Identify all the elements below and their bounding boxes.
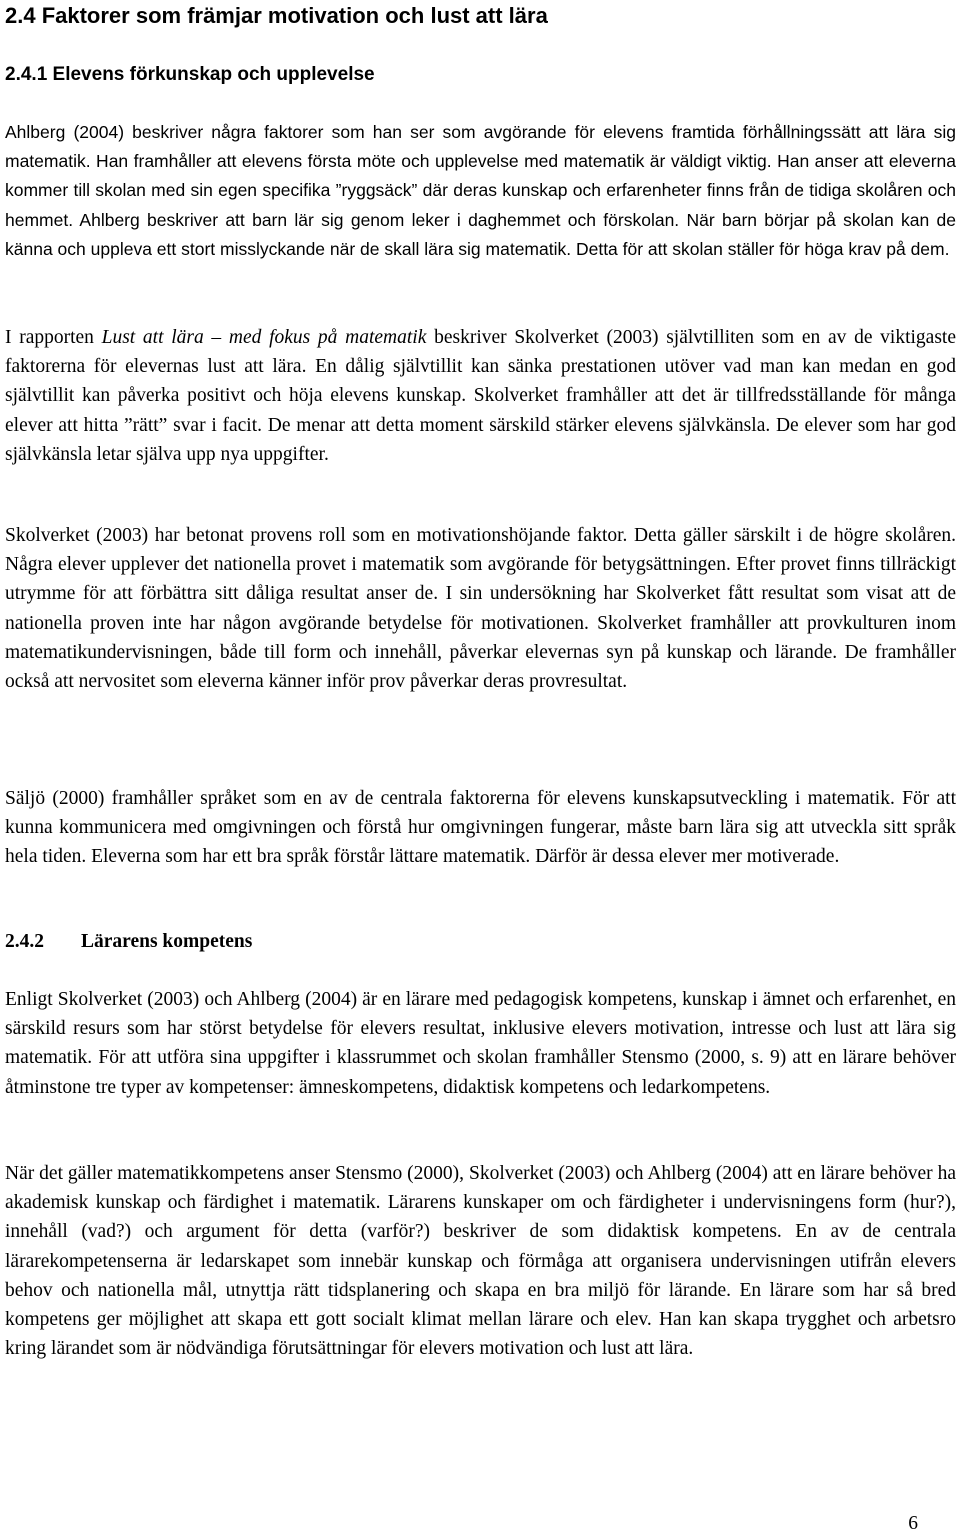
paragraph-math-competence	[5, 1159, 956, 1363]
report-title: Lust att lära – med fokus på matematik	[101, 327, 427, 348]
paragraph-text: beskriver Skolverket (2003) självtilliten som en av de viktigaste faktorerna för elevernas lust att lära. En dålig självtillit kan sänka prestationen utöver vad man kan medan en god självtillit kan påverka positivt och höja elevens kunskap. Skolverket framhåller att det är tillfredsställande för många elever att hitta ”rätt” svar i facit. De menar att detta moment särskild stärker elevens självkänsla. De elever som har god självkänsla letar själva upp nya uppgifter.	[5, 327, 957, 465]
subsection-heading-teacher	[5, 928, 252, 956]
paragraph-teacher-competence	[5, 985, 956, 1102]
subsection-heading: 2.4.1 Elevens förkunskap och upplevelse	[5, 64, 375, 85]
paragraph-text: Enligt Skolverket (2003) och Ahlberg (2004) är en lärare med pedagogisk kompetens, kunskap i ämnet och erfarenhet, en särskild resurs som har störst betydelse för elevers resultat, inklusive elevers motivation, intresse och lust att lära sig matematik. För att utföra sina uppgifter i klassrummet och skolan framhåller Stensmo (2000, s. 9) att en lärare behöver åtminstone tre typer av kompetenser: ämneskompetens, didaktisk kompetens och ledarkompetens.	[5, 989, 956, 1098]
paragraph-skolverket-self-confidence	[5, 323, 956, 469]
paragraph-text: Säljö (2000) framhåller språket som en av de centrala faktorerna för elevens kunskapsutveckling i matematik. För att kunna kommunicera med omgivningen och förstå hur omgivningen fungerar, måste barn lära sig att utveckla sitt språk hela tiden. Eleverna som har ett bra språk förstår lättare matematik. Därför är dessa elever mer motiverade.	[5, 788, 956, 868]
paragraph-text: Ahlberg (2004) beskriver några faktorer som han ser som avgörande för elevens framtida förhållningssätt att lära sig matematik. Han framhåller att elevens första möte och upplevelse med matematik är väldigt viktig. Han anser att eleverna kommer till skolan med sin egen specifika ”ryggsäck” där deras kunskap och erfarenheter finns från de tidiga skolåren och hemmet. Ahlberg beskriver att barn lär sig genom leker i daghemmet och förskolan. När barn börjar på skolan kan de känna och uppleva ett stort misslyckande när de skall lära sig matematik. Detta för att skolan ställer för höga krav på dem.	[5, 122, 956, 259]
section-heading: 2.4 Faktorer som främjar motivation och lust att lära	[5, 3, 548, 28]
paragraph-lead: I rapporten	[5, 327, 102, 348]
paragraph-text: När det gäller matematikkompetens anser Stensmo (2000), Skolverket (2003) och Ahlberg (2004) att en lärare behöver ha akademisk kunskap och färdighet i matematik. Lärarens kunskaper om och färdigheter i undervisningens form (hur?), innehåll (vad?) och argument för detta (varför?) beskriver de som didaktisk kompetens. En av de centrala lärarekompetenserna är ledarskapet som innebär kunskap och förmåga att organisera undervisningen utifrån elevers behov och nationella mål, utnyttja rätt tidsplanering och skapa en bra miljö för lärande. En lärare som har så bred kompetens ger möjlighet att skapa ett gott socialt klimat mellan lärare och elev. Han kan skapa trygghet och arbetsro kring lärandet som är nödvändiga förutsättningar för elevers motivation och lust att lära.	[5, 1163, 956, 1360]
heading-title: Lärarens kompetens	[81, 931, 253, 952]
paragraph-saljo-language	[5, 784, 956, 872]
paragraph-text: Skolverket (2003) har betonat provens roll som en motivationshöjande faktor. Detta gäller särskilt i de högre skolåren. Några elever upplever det nationella provet i matematik som avgörande för betygsättningen. Efter provet finns tillräckigt utrymme för att förbättra sitt dåliga resultat anser de. I sin undersökning har Skolverket fått resultat som visat att de nationella proven inte har någon avgörande betydelse för motivationen. Skolverket framhåller att provkulturen inom matematikundervisningen, både till form och innehåll, påverkar elevernas syn på kunskap och lärande. De framhåller också att nervositet som eleverna känner inför prov påverkar deras provresultat.	[5, 525, 956, 693]
paragraph-ahlberg	[5, 118, 956, 264]
heading-number: 2.4.2	[5, 931, 44, 952]
page-number: 6	[908, 1513, 918, 1534]
paragraph-skolverket-exams	[5, 521, 956, 696]
